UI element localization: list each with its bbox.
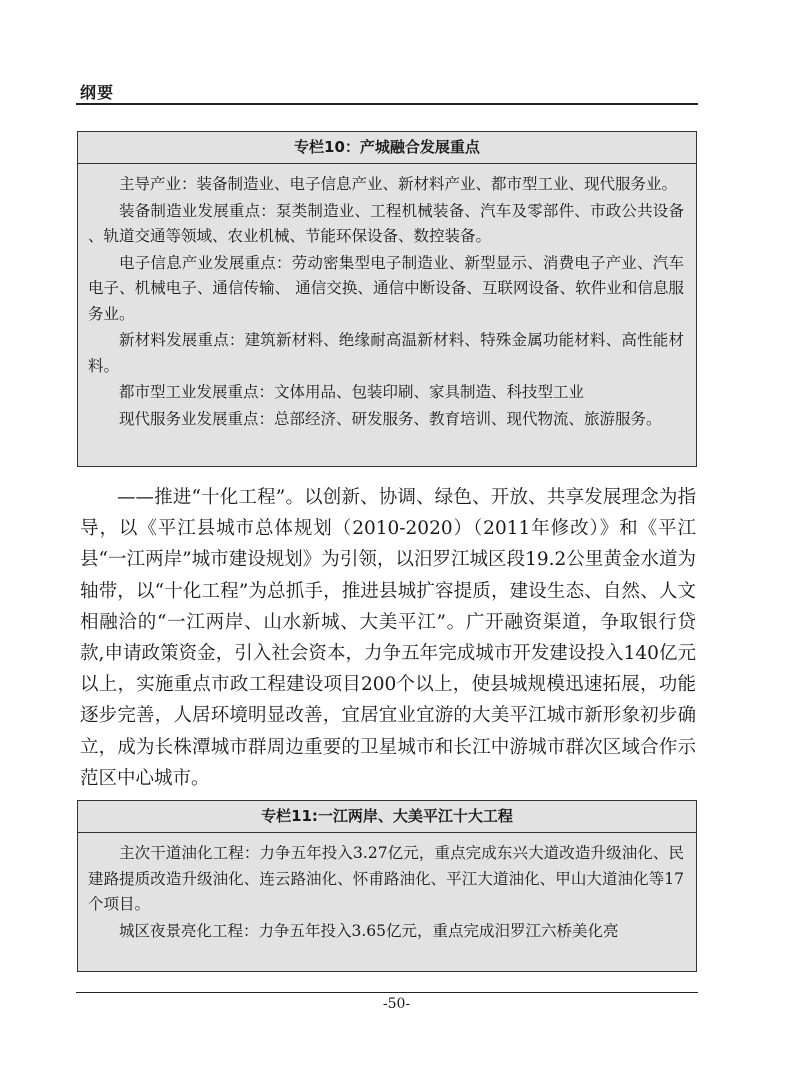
box-title: 专栏10：产城融合发展重点 <box>78 132 696 164</box>
header-rule <box>76 103 698 105</box>
footer-rule <box>76 992 698 993</box>
sidebar-box-10 <box>77 131 697 467</box>
box-title: 专栏11:一江两岸、大美平江十大工程 <box>78 801 696 833</box>
box-paragraph: 电子信息产业发展重点：劳动密集型电子制造业、新型显示、消费电子产业、汽车电子、机械电子、通信传输、 通信交换、通信中断设备、互联网设备、软件业和信息服务业。 <box>88 253 684 323</box>
box-body <box>78 164 696 432</box>
box-paragraph: 新材料发展重点：建筑新材料、绝缘耐高温新材料、特殊金属功能材料、高性能材料。 <box>88 331 684 375</box>
running-header: 纲要 <box>80 83 115 102</box>
box-paragraph: 都市型工业发展重点：文体用品、包装印刷、家具制造、科技型工业 <box>119 383 585 401</box>
box-paragraph: 主导产业：装备制造业、电子信息产业、新材料产业、都市型工业、现代服务业。 <box>119 175 678 193</box>
page-number: -50- <box>382 996 411 1012</box>
box-paragraph: 主次干道油化工程：力争五年投入3.27亿元，重点完成东兴大道改造升级油化、民建路提质改造升级油化、连云路油化、怀甫路油化、平江大道油化、甲山大道油化等17个项目。 <box>88 844 684 913</box>
box-paragraph: 装备制造业发展重点：泵类制造业、工程机械装备、汽车及零部件、市政公共设备 、轨道交通等领域、农业机械、节能环保设备、数控装备。 <box>88 201 684 245</box>
sidebar-box-11 <box>77 800 697 972</box>
body-paragraph: ——推进“十化工程”。以创新、协调、绿色、开放、共享发展理念为指导，以《平江县城市总体规划（2010-2020）（2011年修改）》和《平江县“一江两岸”城市建设规划》为引领，以汨罗江城区段19.2公里黄金水道为轴带，以“十化工程”为总抓手，推进县城扩容提质，建设生态、自然、人文相融洽的“一江两岸、山水新城、大美平江”。广开融资渠道，争取银行贷款,申请政策资金，引入社会资本，力争五年完成城市开发建设投入140亿元以上，实施重点市政工程建设项目200个以上，使县城规模迅速拓展，功能逐步完善，人居环境明显改善，宜居宜业宜游的大美平江城市新形象初步确立，成为长株潭城市群周边重要的卫星城市和长江中游城市群次区域合作示范区中心城市。 <box>80 487 696 789</box>
box-paragraph: 城区夜景亮化工程：力争五年投入3.65亿元，重点完成汨罗江六桥美化亮 <box>119 921 619 940</box>
box-paragraph: 现代服务业发展重点：总部经济、研发服务、教育培训、现代物流、旅游服务。 <box>119 409 662 428</box>
box-body <box>78 833 696 944</box>
